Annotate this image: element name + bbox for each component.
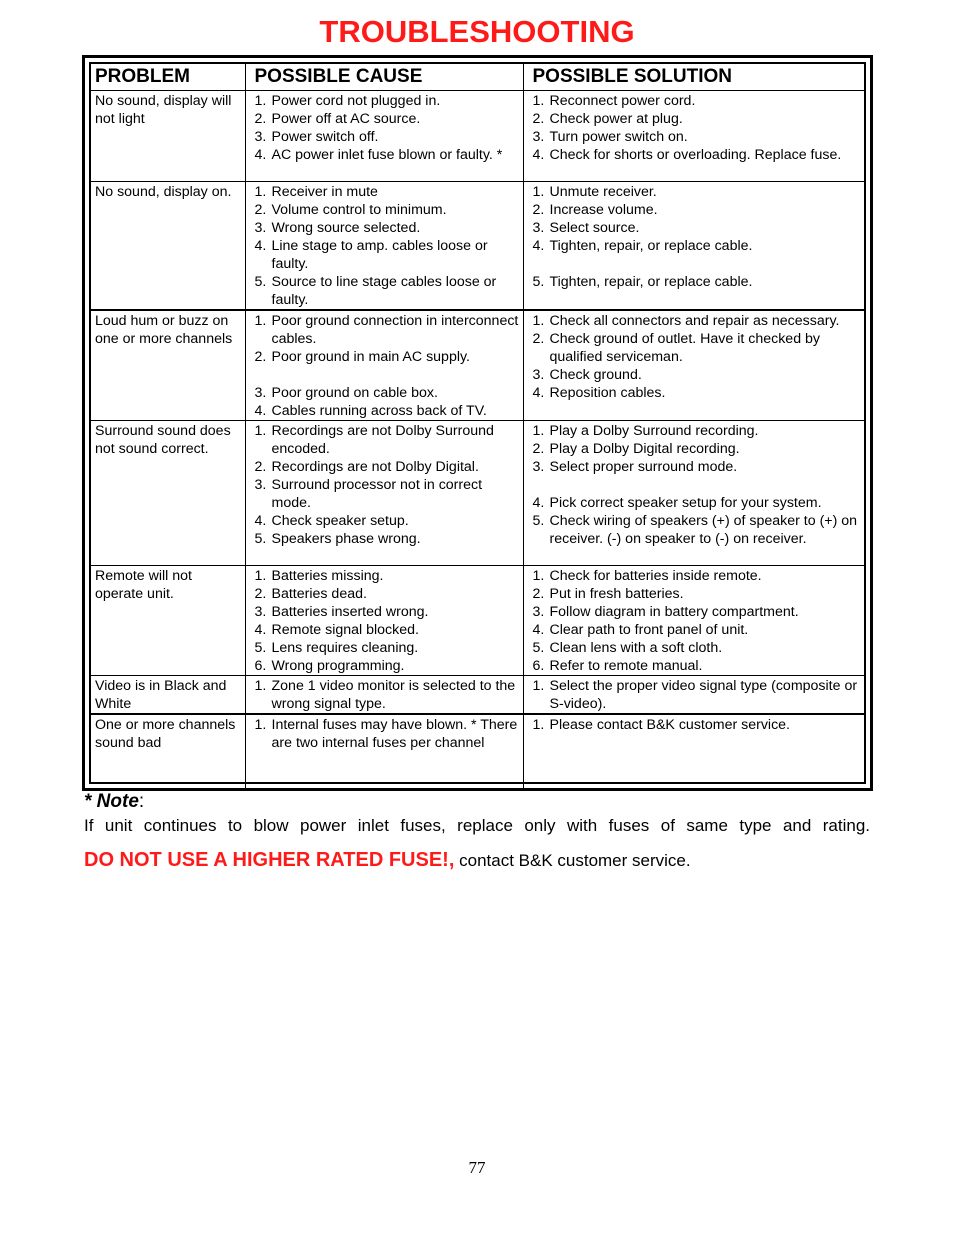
solution-item-text: Check power at plug. — [549, 111, 683, 127]
cause-item-number: 5. — [254, 274, 267, 290]
solution-list — [533, 312, 861, 402]
problem-text: Video is in Black and White — [95, 678, 227, 712]
solution-item-text: Tighten, repair, or replace cable. — [549, 274, 753, 290]
cause-item — [255, 657, 519, 675]
cause-item-text: Poor ground connection in interconnect cables. — [271, 313, 519, 347]
solution-item-number: 3. — [532, 367, 545, 383]
solution-item-number: 5. — [532, 513, 545, 529]
solution-item-number: 5. — [532, 274, 545, 290]
header-possible-cause: POSSIBLE CAUSE — [245, 64, 523, 91]
solution-list — [533, 422, 861, 548]
solution-item — [533, 657, 861, 675]
solution-item — [533, 677, 861, 713]
solution-item-text: Select proper surround mode. — [549, 459, 738, 475]
cause-item-text: Recordings are not Dolby Surround encoded. — [271, 423, 494, 457]
solution-item-number: 4. — [532, 385, 545, 401]
solution-item-number: 3. — [532, 129, 545, 145]
solution-item — [533, 146, 861, 164]
note-label: * Note — [84, 791, 139, 812]
cause-item-text: Batteries missing. — [271, 568, 384, 584]
table-body — [91, 91, 864, 791]
cause-spacer — [255, 366, 519, 384]
cause-list — [255, 183, 519, 309]
cause-item-text: Power cord not plugged in. — [271, 93, 441, 109]
solution-item — [533, 237, 861, 255]
solution-list — [533, 677, 861, 713]
solution-list — [533, 183, 861, 291]
cause-item-number: 3. — [254, 220, 267, 236]
problem-cell — [91, 421, 245, 566]
solution-item-text: Refer to remote manual. — [549, 658, 703, 674]
cause-list — [255, 677, 519, 713]
problem-text: No sound, display will not light — [95, 93, 232, 127]
solution-list — [533, 567, 861, 675]
troubleshooting-table-inner-frame — [89, 62, 866, 784]
table-header-row — [91, 64, 864, 91]
cause-item — [255, 567, 519, 585]
solution-item — [533, 312, 861, 330]
solution-item-number: 1. — [532, 568, 545, 584]
cause-item-number: 5. — [254, 531, 267, 547]
solution-cell — [523, 182, 864, 311]
cause-item — [255, 458, 519, 476]
problem-cell — [91, 676, 245, 715]
cause-list — [255, 422, 519, 548]
note-body: If unit continues to blow power inlet fuses, replace only with fuses of same type and rating. — [84, 816, 870, 835]
solution-item — [533, 219, 861, 237]
solution-item-number: 5. — [532, 640, 545, 656]
solution-item — [533, 128, 861, 146]
solution-item — [533, 183, 861, 201]
cause-list — [255, 312, 519, 420]
cause-cell — [245, 421, 523, 566]
solution-item-text: Clean lens with a soft cloth. — [549, 640, 723, 656]
cause-item — [255, 585, 519, 603]
header-problem: PROBLEM — [91, 64, 245, 91]
solution-item-number: 4. — [532, 495, 545, 511]
table-row — [91, 91, 864, 182]
problem-text: One or more channels sound bad — [95, 717, 236, 751]
cause-item — [255, 530, 519, 548]
cause-item-number: 3. — [254, 385, 267, 401]
cause-item-number: 1. — [254, 313, 267, 329]
cause-list — [255, 716, 519, 752]
solution-item — [533, 603, 861, 621]
problem-text: Surround sound does not sound correct. — [95, 423, 231, 457]
solution-item-number: 2. — [532, 111, 545, 127]
solution-cell — [523, 714, 864, 790]
cause-item-number: 3. — [254, 477, 267, 493]
cause-item-text: Batteries inserted wrong. — [271, 604, 429, 620]
problem-text: No sound, display on. — [95, 184, 232, 200]
cause-item-number: 4. — [254, 513, 267, 529]
cause-item-text: Poor ground on cable box. — [271, 385, 438, 401]
solution-item-text: Play a Dolby Surround recording. — [549, 423, 759, 439]
solution-item-number: 4. — [532, 238, 545, 254]
cause-cell — [245, 714, 523, 790]
solution-item-text: Reconnect power cord. — [549, 93, 696, 109]
solution-item-text: Check all connectors and repair as necessary. — [549, 313, 840, 329]
cause-item-number: 4. — [254, 622, 267, 638]
solution-item-number: 1. — [532, 717, 545, 733]
cause-item — [255, 476, 519, 512]
solution-item-number: 1. — [532, 313, 545, 329]
cause-item-text: Line stage to amp. cables loose or faulty. — [271, 238, 488, 272]
solution-item — [533, 621, 861, 639]
solution-item — [533, 494, 861, 512]
solution-item-text: Check ground of outlet. Have it checked by qualified serviceman. — [549, 331, 821, 365]
solution-list — [533, 92, 861, 164]
table-row — [91, 182, 864, 311]
solution-list — [533, 716, 861, 734]
cause-item — [255, 219, 519, 237]
solution-item-number: 2. — [532, 202, 545, 218]
solution-item-text: Unmute receiver. — [549, 184, 657, 200]
cause-item-text: Internal fuses may have blown. * There are two internal fuses per channel — [271, 717, 518, 751]
solution-item — [533, 639, 861, 657]
solution-item-text: Follow diagram in battery compartment. — [549, 604, 799, 620]
solution-item-text: Tighten, repair, or replace cable. — [549, 238, 753, 254]
table-row — [91, 566, 864, 676]
cause-item-text: Batteries dead. — [271, 586, 367, 602]
fuse-warning-tail: contact B&K customer service. — [454, 851, 691, 870]
cause-item-number: 2. — [254, 459, 267, 475]
solution-item-number: 4. — [532, 147, 545, 163]
solution-item-text: Select the proper video signal type (composite or S-video). — [549, 678, 858, 712]
solution-item-text: Check ground. — [549, 367, 642, 383]
cause-item — [255, 146, 519, 164]
cause-item-number: 3. — [254, 604, 267, 620]
cause-cell — [245, 91, 523, 182]
cause-item — [255, 384, 519, 402]
solution-spacer — [533, 476, 861, 494]
cause-item — [255, 312, 519, 348]
solution-item — [533, 422, 861, 440]
cause-item — [255, 621, 519, 639]
solution-item-number: 2. — [532, 331, 545, 347]
cause-item-number: 2. — [254, 111, 267, 127]
solution-item-number: 1. — [532, 678, 545, 694]
problem-cell — [91, 714, 245, 790]
solution-item-number: 2. — [532, 586, 545, 602]
solution-cell — [523, 421, 864, 566]
cause-item-text: Lens requires cleaning. — [271, 640, 419, 656]
solution-item-number: 3. — [532, 604, 545, 620]
cause-item-text: Surround processor not in correct mode. — [271, 477, 483, 511]
cause-item — [255, 92, 519, 110]
fuse-warning-emphasis: DO NOT USE A HIGHER RATED FUSE!, — [84, 849, 455, 871]
troubleshooting-table — [91, 64, 864, 790]
solution-item-number: 4. — [532, 622, 545, 638]
cause-item-text: Poor ground in main AC supply. — [271, 349, 470, 365]
page-number: 77 — [468, 1158, 486, 1177]
cause-item — [255, 110, 519, 128]
cause-list — [255, 567, 519, 675]
solution-item-text: Pick correct speaker setup for your system. — [549, 495, 822, 511]
solution-item-number: 1. — [532, 93, 545, 109]
cause-cell — [245, 676, 523, 715]
problem-cell — [91, 182, 245, 311]
solution-item-number: 3. — [532, 220, 545, 236]
solution-cell — [523, 310, 864, 421]
page-title: TROUBLESHOOTING — [319, 14, 635, 49]
troubleshooting-table-frame — [82, 55, 873, 791]
solution-item-text: Check for batteries inside remote. — [549, 568, 762, 584]
cause-item — [255, 273, 519, 309]
solution-item-number: 6. — [532, 658, 545, 674]
cause-item-number: 1. — [254, 423, 267, 439]
solution-item — [533, 110, 861, 128]
solution-item — [533, 384, 861, 402]
cause-item-text: Cables running across back of TV. — [271, 403, 487, 419]
cause-cell — [245, 182, 523, 311]
solution-item-text: Turn power switch on. — [549, 129, 688, 145]
cause-item-number: 2. — [254, 586, 267, 602]
solution-item-text: Check wiring of speakers (+) of speaker to (+) on receiver. (-) on speaker to (-) on receiver. — [549, 513, 858, 547]
cause-item-text: Source to line stage cables loose or faulty. — [271, 274, 497, 308]
cause-item — [255, 716, 519, 752]
cause-item — [255, 348, 519, 366]
solution-item — [533, 201, 861, 219]
cause-item-number: 2. — [254, 202, 267, 218]
solution-item-text: Select source. — [549, 220, 640, 236]
table-row — [91, 714, 864, 790]
cause-item-number: 4. — [254, 403, 267, 419]
solution-item-number: 2. — [532, 441, 545, 457]
problem-cell — [91, 91, 245, 182]
solution-item — [533, 440, 861, 458]
cause-item-text: Remote signal blocked. — [271, 622, 419, 638]
table-row — [91, 676, 864, 715]
solution-item — [533, 567, 861, 585]
solution-item-text: Put in fresh batteries. — [549, 586, 684, 602]
solution-item — [533, 366, 861, 384]
solution-item — [533, 273, 861, 291]
cause-item-text: Zone 1 video monitor is selected to the wrong signal type. — [271, 678, 516, 712]
cause-item — [255, 639, 519, 657]
note-colon: : — [138, 791, 145, 812]
solution-item-number: 1. — [532, 184, 545, 200]
solution-spacer — [533, 255, 861, 273]
cause-cell — [245, 310, 523, 421]
cause-item — [255, 422, 519, 458]
cause-item-text: AC power inlet fuse blown or faulty. * — [271, 147, 503, 163]
solution-item-text: Clear path to front panel of unit. — [549, 622, 749, 638]
cause-item-text: Check speaker setup. — [271, 513, 409, 529]
cause-item-number: 1. — [254, 568, 267, 584]
cause-item-text: Power switch off. — [271, 129, 379, 145]
cause-item — [255, 128, 519, 146]
cause-item-number: 4. — [254, 147, 267, 163]
solution-item — [533, 458, 861, 476]
solution-item-text: Reposition cables. — [549, 385, 666, 401]
solution-item-number: 3. — [532, 459, 545, 475]
table-row — [91, 310, 864, 421]
cause-item-text: Speakers phase wrong. — [271, 531, 421, 547]
cause-item-text: Wrong programming. — [271, 658, 405, 674]
problem-text: Loud hum or buzz on one or more channels — [95, 313, 233, 347]
cause-item — [255, 677, 519, 713]
cause-item-number: 3. — [254, 129, 267, 145]
solution-item — [533, 716, 861, 734]
cause-item-number: 1. — [254, 184, 267, 200]
cause-item — [255, 402, 519, 420]
cause-cell — [245, 566, 523, 676]
cause-item-number: 1. — [254, 678, 267, 694]
cause-item-text: Wrong source selected. — [271, 220, 421, 236]
solution-item-text: Play a Dolby Digital recording. — [549, 441, 740, 457]
cause-item-number: 1. — [254, 717, 267, 733]
solution-item — [533, 512, 861, 548]
cause-item — [255, 603, 519, 621]
cause-item-text: Recordings are not Dolby Digital. — [271, 459, 479, 475]
cause-item-text: Volume control to minimum. — [271, 202, 447, 218]
solution-item — [533, 585, 861, 603]
cause-item — [255, 237, 519, 273]
cause-item-number: 1. — [254, 93, 267, 109]
cause-item-text: Power off at AC source. — [271, 111, 421, 127]
table-row — [91, 421, 864, 566]
fuse-warning — [84, 847, 691, 874]
solution-item-number: 1. — [532, 423, 545, 439]
cause-item-number: 2. — [254, 349, 267, 365]
cause-item-number: 5. — [254, 640, 267, 656]
solution-cell — [523, 566, 864, 676]
solution-item — [533, 92, 861, 110]
cause-item — [255, 183, 519, 201]
problem-cell — [91, 310, 245, 421]
solution-item-text: Check for shorts or overloading. Replace fuse. — [549, 147, 842, 163]
cause-item-text: Receiver in mute — [271, 184, 378, 200]
note-heading — [84, 791, 144, 813]
cause-item-number: 4. — [254, 238, 267, 254]
problem-text: Remote will not operate unit. — [95, 568, 192, 602]
cause-item-number: 6. — [254, 658, 267, 674]
solution-item-text: Please contact B&K customer service. — [549, 717, 791, 733]
cause-item — [255, 201, 519, 219]
solution-item — [533, 330, 861, 366]
solution-cell — [523, 676, 864, 715]
cause-item — [255, 512, 519, 530]
solution-item-text: Increase volume. — [549, 202, 658, 218]
header-possible-solution: POSSIBLE SOLUTION — [523, 64, 864, 91]
cause-list — [255, 92, 519, 164]
solution-cell — [523, 91, 864, 182]
problem-cell — [91, 566, 245, 676]
